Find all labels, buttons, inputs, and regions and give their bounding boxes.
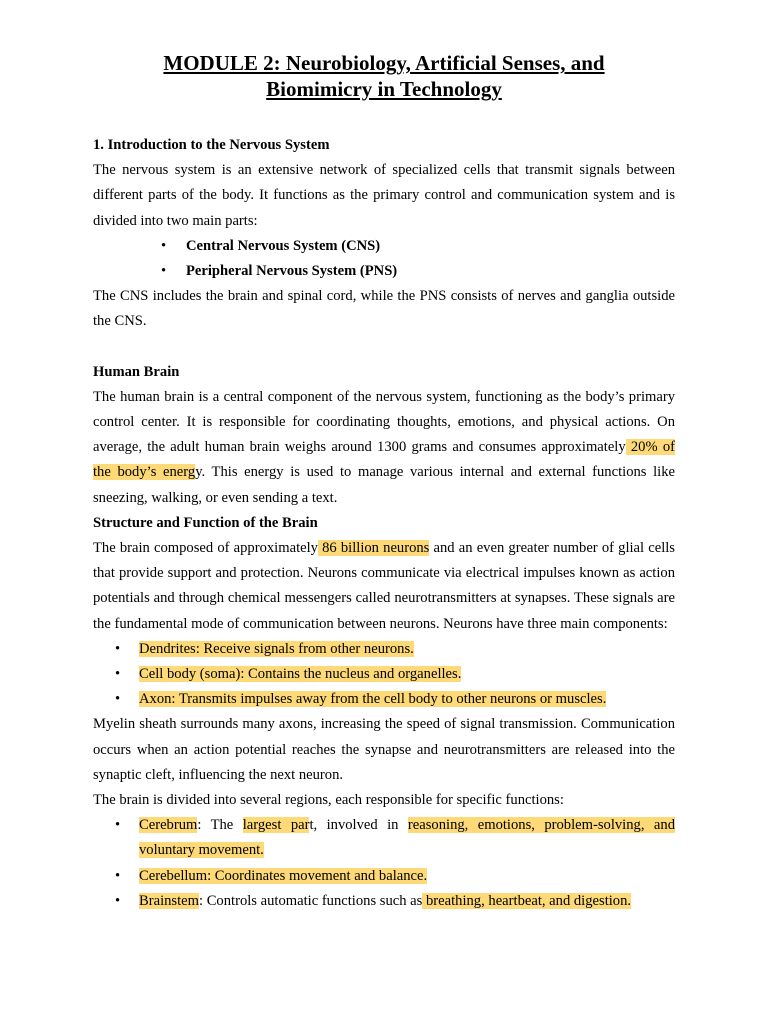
- title-line-2: Biomimicry in Technology: [266, 77, 502, 101]
- neuron-components-list: [93, 637, 675, 713]
- highlight-cerebrum: Cerebrum: [139, 817, 198, 834]
- section-heading-structure: Structure and Function of the Brain: [93, 514, 318, 531]
- text-run: The human brain is a central component of the nervous system, functioning as the body’s primary control center. It is responsible for coordinating thoughts, emotions, and physical actions. On average, the adult human brain weighs around 1300 grams and consumes approximately: [93, 388, 675, 456]
- text-run: : Controls automatic functions such as: [199, 892, 423, 909]
- brain-regions-list: [93, 813, 675, 914]
- text-run: : The: [197, 817, 243, 834]
- myelin-paragraph: Myelin sheath surrounds many axons, increasing the speed of signal transmission. Communication occurs when an action potential reaches the synapse and neurotransmitters are released into the synaptic cleft, influencing the next neuron.: [93, 716, 675, 783]
- highlight-dendrites: Dendrites: Receive signals from other neurons.: [139, 640, 414, 657]
- text-run: and an even greater number of glial cells that provide support and protection. Neurons communicate via electrical impulses known as action potentials and through chemical messengers called neurotransmitters at synapses. These signals are the fundamental mode of communication between neurons. Neurons have three main components:: [93, 540, 675, 632]
- text-run: y. This energy is used to manage various internal and external functions like sneezing, walking, or even sending a text.: [93, 464, 675, 506]
- document-title: [93, 50, 675, 102]
- highlight-axon: Axon: Transmits impulses away from the cell body to other neurons or muscles.: [139, 691, 607, 708]
- highlight-energy: 20% of the body’s energ: [93, 439, 675, 481]
- highlight-brainstem: Brainstem: [139, 892, 199, 909]
- highlight-cell-body: Cell body (soma): Contains the nucleus and organelles.: [139, 666, 462, 683]
- section-structure: [93, 511, 675, 914]
- section-human-brain: [93, 360, 675, 511]
- list-item-cerebrum: [93, 813, 675, 863]
- structure-paragraph: [93, 536, 675, 637]
- nervous-system-parts-list: [93, 234, 675, 284]
- list-item-axon: [93, 687, 675, 712]
- list-item-cerebellum: [93, 864, 675, 889]
- list-item-brainstem: [93, 889, 675, 914]
- document-page: [93, 50, 675, 914]
- human-brain-paragraph: [93, 385, 675, 511]
- list-item-pns: • Peripheral Nervous System (PNS): [93, 259, 675, 284]
- section-heading-intro: 1. Introduction to the Nervous System: [93, 137, 330, 153]
- highlight-cerebrum-functions: reasoning, emotions, problem-solving, and voluntary movement.: [139, 817, 675, 859]
- intro-paragraph: The nervous system is an extensive network of specialized cells that transmit signals between different parts of the body. It functions as the primary control and communication system and is divided into two main parts:: [93, 162, 675, 229]
- highlight-brainstem-functions: breathing, heartbeat, and digestion.: [422, 892, 632, 909]
- regions-intro-paragraph: The brain is divided into several regions, each responsible for specific functions:: [93, 792, 564, 809]
- text-run: t, involved in: [309, 817, 408, 834]
- list-item-cns: • Central Nervous System (CNS): [93, 234, 675, 259]
- section-heading-human-brain: Human Brain: [93, 363, 180, 380]
- highlight-largest-part: largest par: [242, 817, 310, 834]
- cns-pns-paragraph: The CNS includes the brain and spinal cord, while the PNS consists of nerves and ganglia outside the CNS.: [93, 288, 675, 330]
- section-intro: [93, 133, 675, 335]
- highlight-cerebellum: Cerebellum: Coordinates movement and balance.: [139, 867, 428, 884]
- spacer: [93, 335, 675, 360]
- list-item-cell-body: [93, 662, 675, 687]
- list-item-dendrites: [93, 637, 675, 662]
- highlight-neurons: 86 billion neurons: [317, 540, 430, 557]
- title-line-1: MODULE 2: Neurobiology, Artificial Senses, and: [163, 51, 605, 75]
- text-run: The brain composed of approximately: [93, 540, 318, 557]
